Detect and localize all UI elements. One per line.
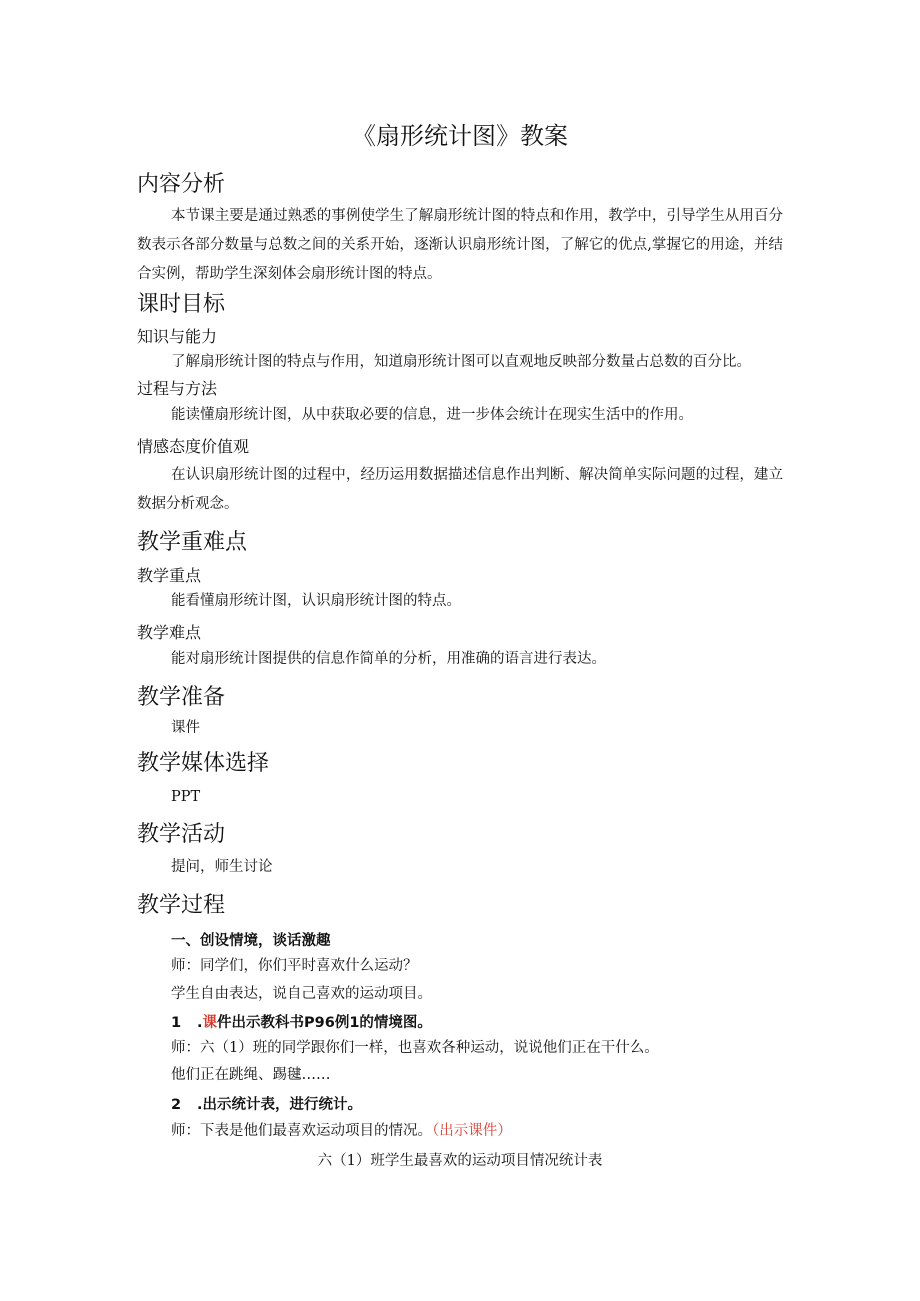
- heading-process-method: 过程与方法: [137, 379, 218, 398]
- process-line-4: 他们正在跳绳、踢毽……: [171, 1067, 331, 1083]
- heading-difficulty: 教学难点: [137, 623, 202, 642]
- content-analysis-paragraph: 本节课主要是通过熟悉的事例使学生了解扇形统计图的特点和作用，教学中，引导学生从用百分数表示各部分数量与总数之间的关系开始，逐渐认识扇形统计图，了解它的优点,掌握它的用途，并结合实例，帮助学生深刻体会扇形统计图的特点。: [137, 208, 783, 282]
- step-one-heading: 一、创设情境，谈话激趣: [171, 933, 331, 949]
- process-item-2: [171, 1094, 362, 1116]
- media-text: PPT: [171, 789, 201, 805]
- document-title: 《扇形统计图》教案: [352, 122, 568, 150]
- item-1-prefix: .: [197, 1015, 203, 1031]
- heading-knowledge: 知识与能力: [137, 327, 218, 346]
- activities-text: 提问，师生讨论: [171, 859, 273, 875]
- heading-activities: 教学活动: [137, 822, 226, 847]
- process-line-1: 师：同学们，你们平时喜欢什么运动？: [171, 958, 418, 974]
- line-5-text: 师：下表是他们最喜欢运动项目的情况。: [171, 1123, 432, 1139]
- heading-attitude: 情感态度价值观: [137, 437, 250, 456]
- heading-key-points: 教学重难点: [137, 530, 248, 555]
- item-1-highlight: 课: [202, 1015, 218, 1031]
- heading-objectives: 课时目标: [137, 292, 226, 317]
- table-caption: 六（1）班学生最喜欢的运动项目情况统计表: [317, 1153, 603, 1169]
- process-line-3: 师：六（1）班的同学跟你们一样，也喜欢各种运动，说说他们正在干什么。: [171, 1040, 659, 1056]
- process-item-1: [171, 1012, 432, 1034]
- process-line-5: [171, 1120, 512, 1142]
- heading-media: 教学媒体选择: [137, 751, 270, 776]
- preparation-text: 课件: [171, 720, 200, 736]
- heading-content-analysis: 内容分析: [137, 172, 226, 197]
- item-2-number: 2: [171, 1097, 182, 1113]
- item-2-text: .出示统计表，进行统计。: [197, 1097, 363, 1113]
- process-line-2: 学生自由表达，说自己喜欢的运动项目。: [171, 986, 432, 1002]
- knowledge-text: 了解扇形统计图的特点与作用，知道扇形统计图可以直观地反映部分数量占总数的百分比。: [171, 354, 751, 370]
- heading-preparation: 教学准备: [137, 685, 226, 710]
- heading-teaching-process: 教学过程: [137, 893, 226, 918]
- heading-focus: 教学重点: [137, 566, 202, 585]
- difficulty-text: 能对扇形统计图提供的信息作简单的分析，用准确的语言进行表达。: [171, 651, 606, 667]
- focus-text: 能看懂扇形统计图，认识扇形统计图的特点。: [171, 593, 461, 609]
- process-method-text: 能读懂扇形统计图，从中获取必要的信息，进一步体会统计在现实生活中的作用。: [171, 407, 693, 423]
- attitude-paragraph: 在认识扇形统计图的过程中，经历运用数据描述信息作出判断、解决简单实际问题的过程，建立数据分析观念。: [137, 467, 783, 512]
- item-1-number: 1: [171, 1015, 182, 1031]
- line-5-note: （出示课件）: [432, 1123, 512, 1139]
- item-1-text: 件出示教科书P96例1的情境图。: [217, 1015, 432, 1031]
